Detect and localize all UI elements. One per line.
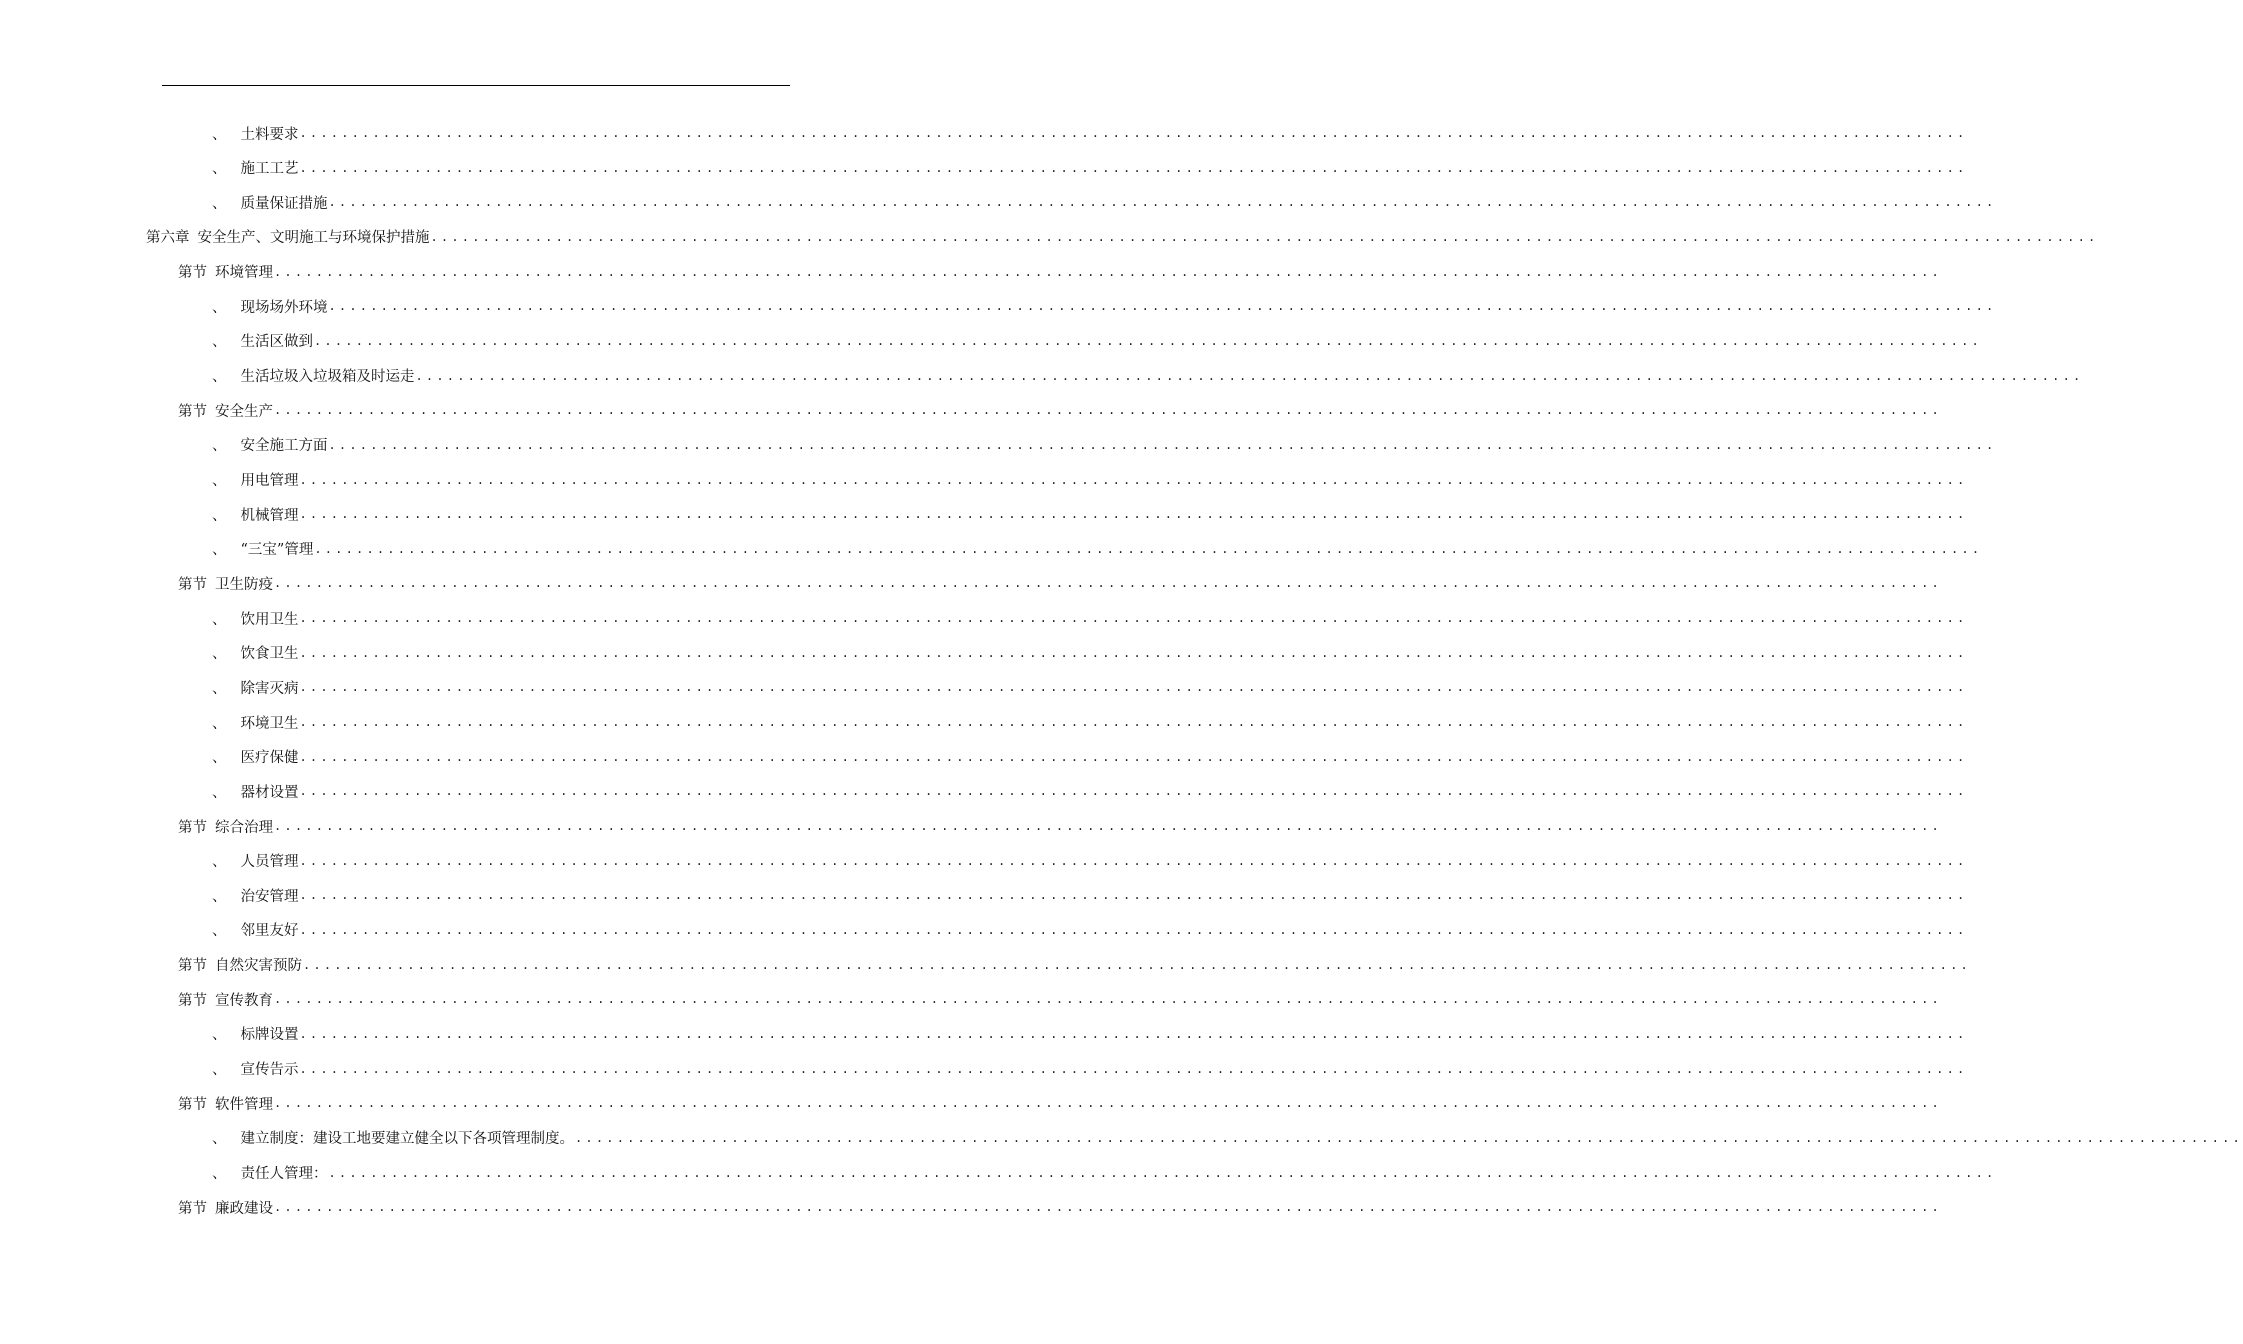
toc-dot-leader: ................................................................................................................................................................ [274, 1200, 1942, 1215]
toc-entry-item[interactable] [212, 913, 1968, 947]
toc-dot-leader: ................................................................................................................................................................ [299, 922, 1968, 937]
toc-entry-title: 施工工艺 [240, 161, 299, 178]
toc-dot-leader: ................................................................................................................................................................ [575, 1130, 2243, 1145]
toc-entry-prefix: 第节 [178, 992, 207, 1009]
toc-entry-prefix: 、 [212, 1027, 227, 1044]
toc-dot-leader: ................................................................................................................................................................ [314, 333, 1982, 348]
toc-entry-prefix: 、 [212, 854, 227, 871]
toc-entry-prefix: 、 [212, 507, 227, 524]
toc-entry-prefix: 、 [212, 1062, 227, 1079]
toc-dot-leader: ................................................................................................................................................................ [415, 368, 2084, 383]
toc-entry-item[interactable] [212, 1121, 2243, 1155]
toc-entry-prefix: 、 [212, 299, 227, 316]
toc-entry-prefix: 第节 [178, 403, 207, 420]
toc-entry-section[interactable] [178, 809, 1942, 843]
toc-entry-title: “三宝”管理 [240, 542, 314, 559]
toc-entry-section[interactable] [178, 566, 1942, 600]
toc-dot-leader: ................................................................................................................................................................ [299, 715, 1968, 730]
toc-dot-leader: ................................................................................................................................................................ [299, 1026, 1968, 1041]
toc-entry-item[interactable] [212, 116, 1968, 150]
toc-entry-prefix: 、 [212, 923, 227, 940]
toc-entry-title: 环境管理 [215, 265, 273, 282]
toc-dot-leader: ................................................................................................................................................................ [299, 1061, 1968, 1076]
toc-dot-leader: ................................................................................................................................................................ [299, 645, 1968, 660]
toc-entry-title: 自然灾害预防 [215, 958, 302, 975]
toc-entry-prefix: 、 [212, 646, 227, 663]
toc-entry-item[interactable] [212, 740, 1968, 774]
toc-entry-section[interactable] [178, 393, 1942, 427]
toc-entry-prefix: 、 [212, 680, 227, 697]
toc-dot-leader: ................................................................................................................................................................ [430, 229, 2099, 244]
toc-entry-title: 综合治理 [215, 819, 273, 836]
toc-entry-item[interactable] [212, 185, 1997, 219]
toc-entry-prefix: 、 [212, 473, 227, 489]
toc-entry-title: 卫生防疫 [215, 576, 273, 593]
toc-entry-prefix: 、 [212, 334, 227, 351]
toc-entry-item[interactable] [212, 324, 1982, 358]
toc-dot-leader: ................................................................................................................................................................ [299, 749, 1968, 764]
toc-entry-prefix: 、 [212, 369, 227, 386]
toc-entry-item[interactable] [212, 601, 1968, 635]
toc-entry-prefix: 第六章 [146, 230, 190, 247]
toc-dot-leader: ................................................................................................................................................................ [328, 437, 1997, 452]
toc-entry-title: 生活垃圾入垃圾箱及时运走 [240, 369, 415, 386]
toc-entry-title: 现场场外环境 [240, 299, 328, 316]
toc-dot-leader: ................................................................................................................................................................ [303, 957, 1971, 972]
toc-dot-leader: ................................................................................................................................................................ [328, 299, 1997, 314]
toc-entry-prefix: 第节 [178, 958, 207, 975]
toc-entry-prefix: 第节 [178, 576, 207, 593]
toc-entry-item[interactable] [212, 532, 1983, 566]
toc-dot-leader: ................................................................................................................................................................ [299, 160, 1968, 175]
toc-dot-leader: ................................................................................................................................................................ [299, 853, 1968, 868]
toc-entry-title: 标牌设置 [240, 1027, 299, 1044]
toc-entry-title: 廉政建设 [215, 1200, 273, 1217]
toc-entry-prefix: 、 [212, 1166, 227, 1182]
toc-entry-item[interactable] [212, 428, 1997, 462]
toc-entry-title: 建立制度：建设工地要建立健全以下各项管理制度。 [240, 1131, 574, 1148]
toc-entry-title: 除害灭病 [240, 680, 299, 697]
toc-entry-item[interactable] [212, 497, 1968, 531]
toc-entry-item[interactable] [212, 1156, 1997, 1190]
toc-dot-leader: ................................................................................................................................................................ [274, 403, 1942, 418]
toc-entry-title: 环境卫生 [240, 715, 299, 732]
toc-entry-title: 用电管理 [240, 473, 299, 489]
toc-entry-prefix: 、 [212, 888, 227, 905]
toc-entry-item[interactable] [212, 151, 1968, 185]
toc-entry-prefix: 、 [212, 611, 227, 628]
toc-entry-section[interactable] [178, 255, 1942, 289]
toc-entry-item[interactable] [212, 705, 1968, 739]
toc-dot-leader: ................................................................................................................................................................ [299, 680, 1968, 695]
toc-entry-title: 软件管理 [215, 1096, 273, 1113]
toc-entry-title: 宣传教育 [215, 992, 273, 1009]
toc-entry-item[interactable] [212, 878, 1968, 912]
toc-dot-leader: ................................................................................................................................................................ [314, 541, 1983, 556]
toc-entry-item[interactable] [212, 636, 1968, 670]
toc-entry-prefix: 第节 [178, 819, 207, 836]
toc-dot-leader: ................................................................................................................................................................ [328, 195, 1997, 210]
toc-entry-section[interactable] [178, 948, 1971, 982]
toc-dot-leader: ................................................................................................................................................................ [299, 611, 1968, 626]
toc-entry-item[interactable] [212, 1052, 1968, 1086]
toc-entry-prefix: 第节 [178, 1200, 207, 1217]
toc-entry-title: 饮用卫生 [240, 611, 299, 628]
toc-entry-title: 邻里友好 [240, 923, 299, 940]
toc-dot-leader: ................................................................................................................................................................ [299, 126, 1968, 140]
toc-entry-prefix: 、 [212, 750, 227, 767]
toc-dot-leader: ................................................................................................................................................................ [299, 888, 1968, 903]
toc-dot-leader: ................................................................................................................................................................ [274, 1096, 1942, 1111]
toc-entry-title: 安全生产 [215, 403, 273, 420]
toc-dot-leader: ................................................................................................................................................................ [274, 576, 1942, 591]
toc-entry-prefix: 、 [212, 784, 227, 801]
toc-dot-leader: ................................................................................................................................................................ [299, 472, 1968, 487]
toc-entry-item[interactable] [212, 289, 1997, 323]
toc-dot-leader: ................................................................................................................................................................ [274, 819, 1942, 833]
toc-entry-prefix: 、 [212, 126, 227, 143]
toc-entry-item[interactable] [212, 463, 1968, 497]
toc-entry-prefix: 、 [212, 195, 227, 212]
toc-entry-title: 饮食卫生 [240, 646, 299, 663]
toc-entry-title: 土料要求 [240, 126, 299, 143]
toc-entry-title: 人员管理 [240, 854, 299, 871]
toc-entry-item[interactable] [212, 670, 1968, 704]
toc-entry-prefix: 、 [212, 161, 227, 178]
toc-entry-section[interactable] [178, 1086, 1942, 1120]
toc-entry-item[interactable] [212, 844, 1968, 878]
toc-entry-title: 宣传告示 [240, 1062, 299, 1079]
toc-entry-title: 安全生产、文明施工与环境保护措施 [197, 230, 430, 247]
toc-entry-title: 器材设置 [240, 784, 299, 801]
header-rule [162, 85, 790, 86]
toc-dot-leader: ................................................................................................................................................................ [274, 264, 1942, 279]
toc-entry-prefix: 、 [212, 1131, 227, 1148]
toc-entry-title: 责任人管理： [240, 1166, 328, 1182]
toc-dot-leader: ................................................................................................................................................................ [299, 784, 1968, 799]
toc-entry-item[interactable] [212, 774, 1968, 808]
toc-dot-leader: ................................................................................................................................................................ [274, 992, 1942, 1007]
toc-entry-prefix: 第节 [178, 1096, 207, 1113]
toc-entry-item[interactable] [212, 359, 2084, 393]
toc-entry-prefix: 、 [212, 438, 227, 455]
toc-entry-prefix: 、 [212, 542, 227, 559]
toc-entry-section[interactable] [178, 982, 1942, 1016]
toc-entry-chapter[interactable] [146, 220, 2099, 254]
toc-entry-title: 医疗保健 [240, 750, 299, 767]
toc-entry-title: 安全施工方面 [240, 438, 328, 455]
toc-dot-leader: ................................................................................................................................................................ [299, 507, 1968, 522]
toc-entry-title: 生活区做到 [240, 334, 313, 351]
toc-entry-title: 治安管理 [240, 888, 299, 905]
toc-entry-section[interactable] [178, 1190, 1942, 1224]
toc-entry-item[interactable] [212, 1017, 1968, 1051]
toc-entry-prefix: 、 [212, 715, 227, 732]
toc-entry-title: 机械管理 [240, 507, 299, 524]
toc-entry-title: 质量保证措施 [240, 195, 328, 212]
toc-entry-prefix: 第节 [178, 265, 207, 282]
toc-dot-leader: ................................................................................................................................................................ [328, 1165, 1997, 1180]
